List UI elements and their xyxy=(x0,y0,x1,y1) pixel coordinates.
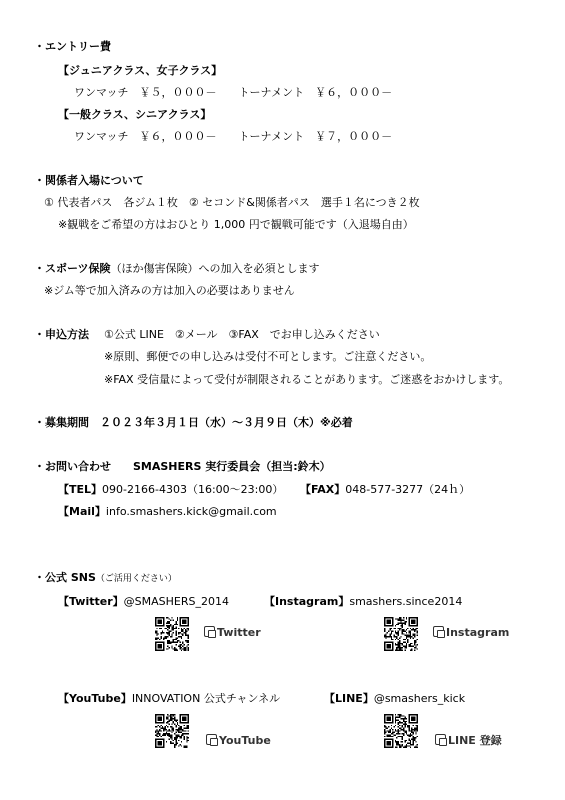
line-label: 【LINE】 xyxy=(324,692,374,705)
insurance-heading-rest: （ほか傷害保険）への加入を必須とします xyxy=(110,262,320,275)
sns-heading xyxy=(34,571,177,586)
youtube-label: 【YouTube】 xyxy=(58,692,132,705)
spectator-note: ※観戦をご希望の方はおひとり 1,000 円で観戦可能です（入退場自由） xyxy=(58,218,414,231)
staff-entry-heading: ・関係者入場について xyxy=(34,174,144,187)
twitter-account xyxy=(58,595,229,609)
recruitment-period: ・募集期間 ２０２３年３月１日（水）～３月９日（木）※必着 xyxy=(34,416,353,429)
twitter-label: 【Twitter】 xyxy=(58,595,124,608)
general-class-label: 【一般クラス、シニアクラス】 xyxy=(58,108,212,121)
youtube-link-label: YouTube xyxy=(219,734,271,747)
fax-label: 【FAX】 xyxy=(300,483,346,496)
tel-label: 【TEL】 xyxy=(58,483,103,496)
youtube-handle: INNOVATION 公式チャンネル xyxy=(131,692,281,705)
instagram-link[interactable] xyxy=(433,626,509,640)
junior-class-prices: ワンマッチ ￥５，０００－ トーナメント ￥６，０００－ xyxy=(74,86,393,99)
youtube-link[interactable] xyxy=(206,734,271,748)
sns-heading-note: （ご活用ください） xyxy=(95,574,177,584)
application-heading: ・申込方法 xyxy=(34,328,89,341)
line-handle: @smashers_kick xyxy=(373,692,466,705)
mail-label: 【Mail】 xyxy=(58,505,106,518)
line-link[interactable] xyxy=(435,734,502,748)
entry-fee-heading: ・エントリー費 xyxy=(34,40,111,53)
sns-heading-title: ・公式 SNS xyxy=(34,571,96,584)
line-qr-code[interactable] xyxy=(384,714,418,748)
junior-class-label: 【ジュニアクラス、女子クラス】 xyxy=(58,64,223,77)
tel-value: 090-2166-4303（16:00～23:00） xyxy=(102,483,284,496)
instagram-link-label: Instagram xyxy=(446,626,510,639)
twitter-handle: @SMASHERS_2014 xyxy=(123,595,229,608)
staff-pass-line: ① 代表者パス 各ジム１枚 ② セコンド&関係者パス 選手１名につき２枚 xyxy=(44,196,420,209)
insurance-note: ※ジム等で加入済みの方は加入の必要はありません xyxy=(44,284,295,297)
link-icon xyxy=(433,626,444,637)
link-icon xyxy=(204,626,215,637)
twitter-qr-code[interactable] xyxy=(155,617,189,651)
youtube-qr-code[interactable] xyxy=(155,714,189,748)
mail-value[interactable]: info.smashers.kick@gmail.com xyxy=(105,505,277,518)
general-class-prices: ワンマッチ ￥６，０００－ トーナメント ￥７，０００－ xyxy=(74,130,393,143)
fax-value: 048-577-3277（24ｈ） xyxy=(345,483,471,496)
link-icon xyxy=(435,734,446,745)
line-link-label: LINE 登録 xyxy=(448,734,502,747)
contact-heading: ・お問い合わせ SMASHERS 実行委員会（担当:鈴木） xyxy=(34,460,331,473)
contact-tel xyxy=(58,483,283,497)
insurance-heading xyxy=(34,262,320,276)
twitter-link-label: Twitter xyxy=(217,626,261,639)
twitter-link[interactable] xyxy=(204,626,261,640)
contact-fax xyxy=(300,483,470,497)
instagram-qr-code[interactable] xyxy=(384,617,418,651)
application-note-post: ※原則、郵便での申し込みは受付不可とします。ご注意ください。 xyxy=(104,350,432,363)
line-account xyxy=(324,692,465,706)
instagram-account xyxy=(264,595,462,609)
insurance-heading-bold: ・スポーツ保険 xyxy=(34,262,111,275)
youtube-account xyxy=(58,692,280,706)
instagram-handle: smashers.since2014 xyxy=(349,595,463,608)
contact-mail xyxy=(58,505,277,519)
application-note-fax: ※FAX 受信量によって受付が制限されることがあります。ご迷惑をおかけします。 xyxy=(104,373,510,386)
link-icon xyxy=(206,734,217,745)
application-methods: ①公式 LINE ②メール ③FAX でお申し込みください xyxy=(104,328,380,341)
instagram-label: 【Instagram】 xyxy=(264,595,350,608)
